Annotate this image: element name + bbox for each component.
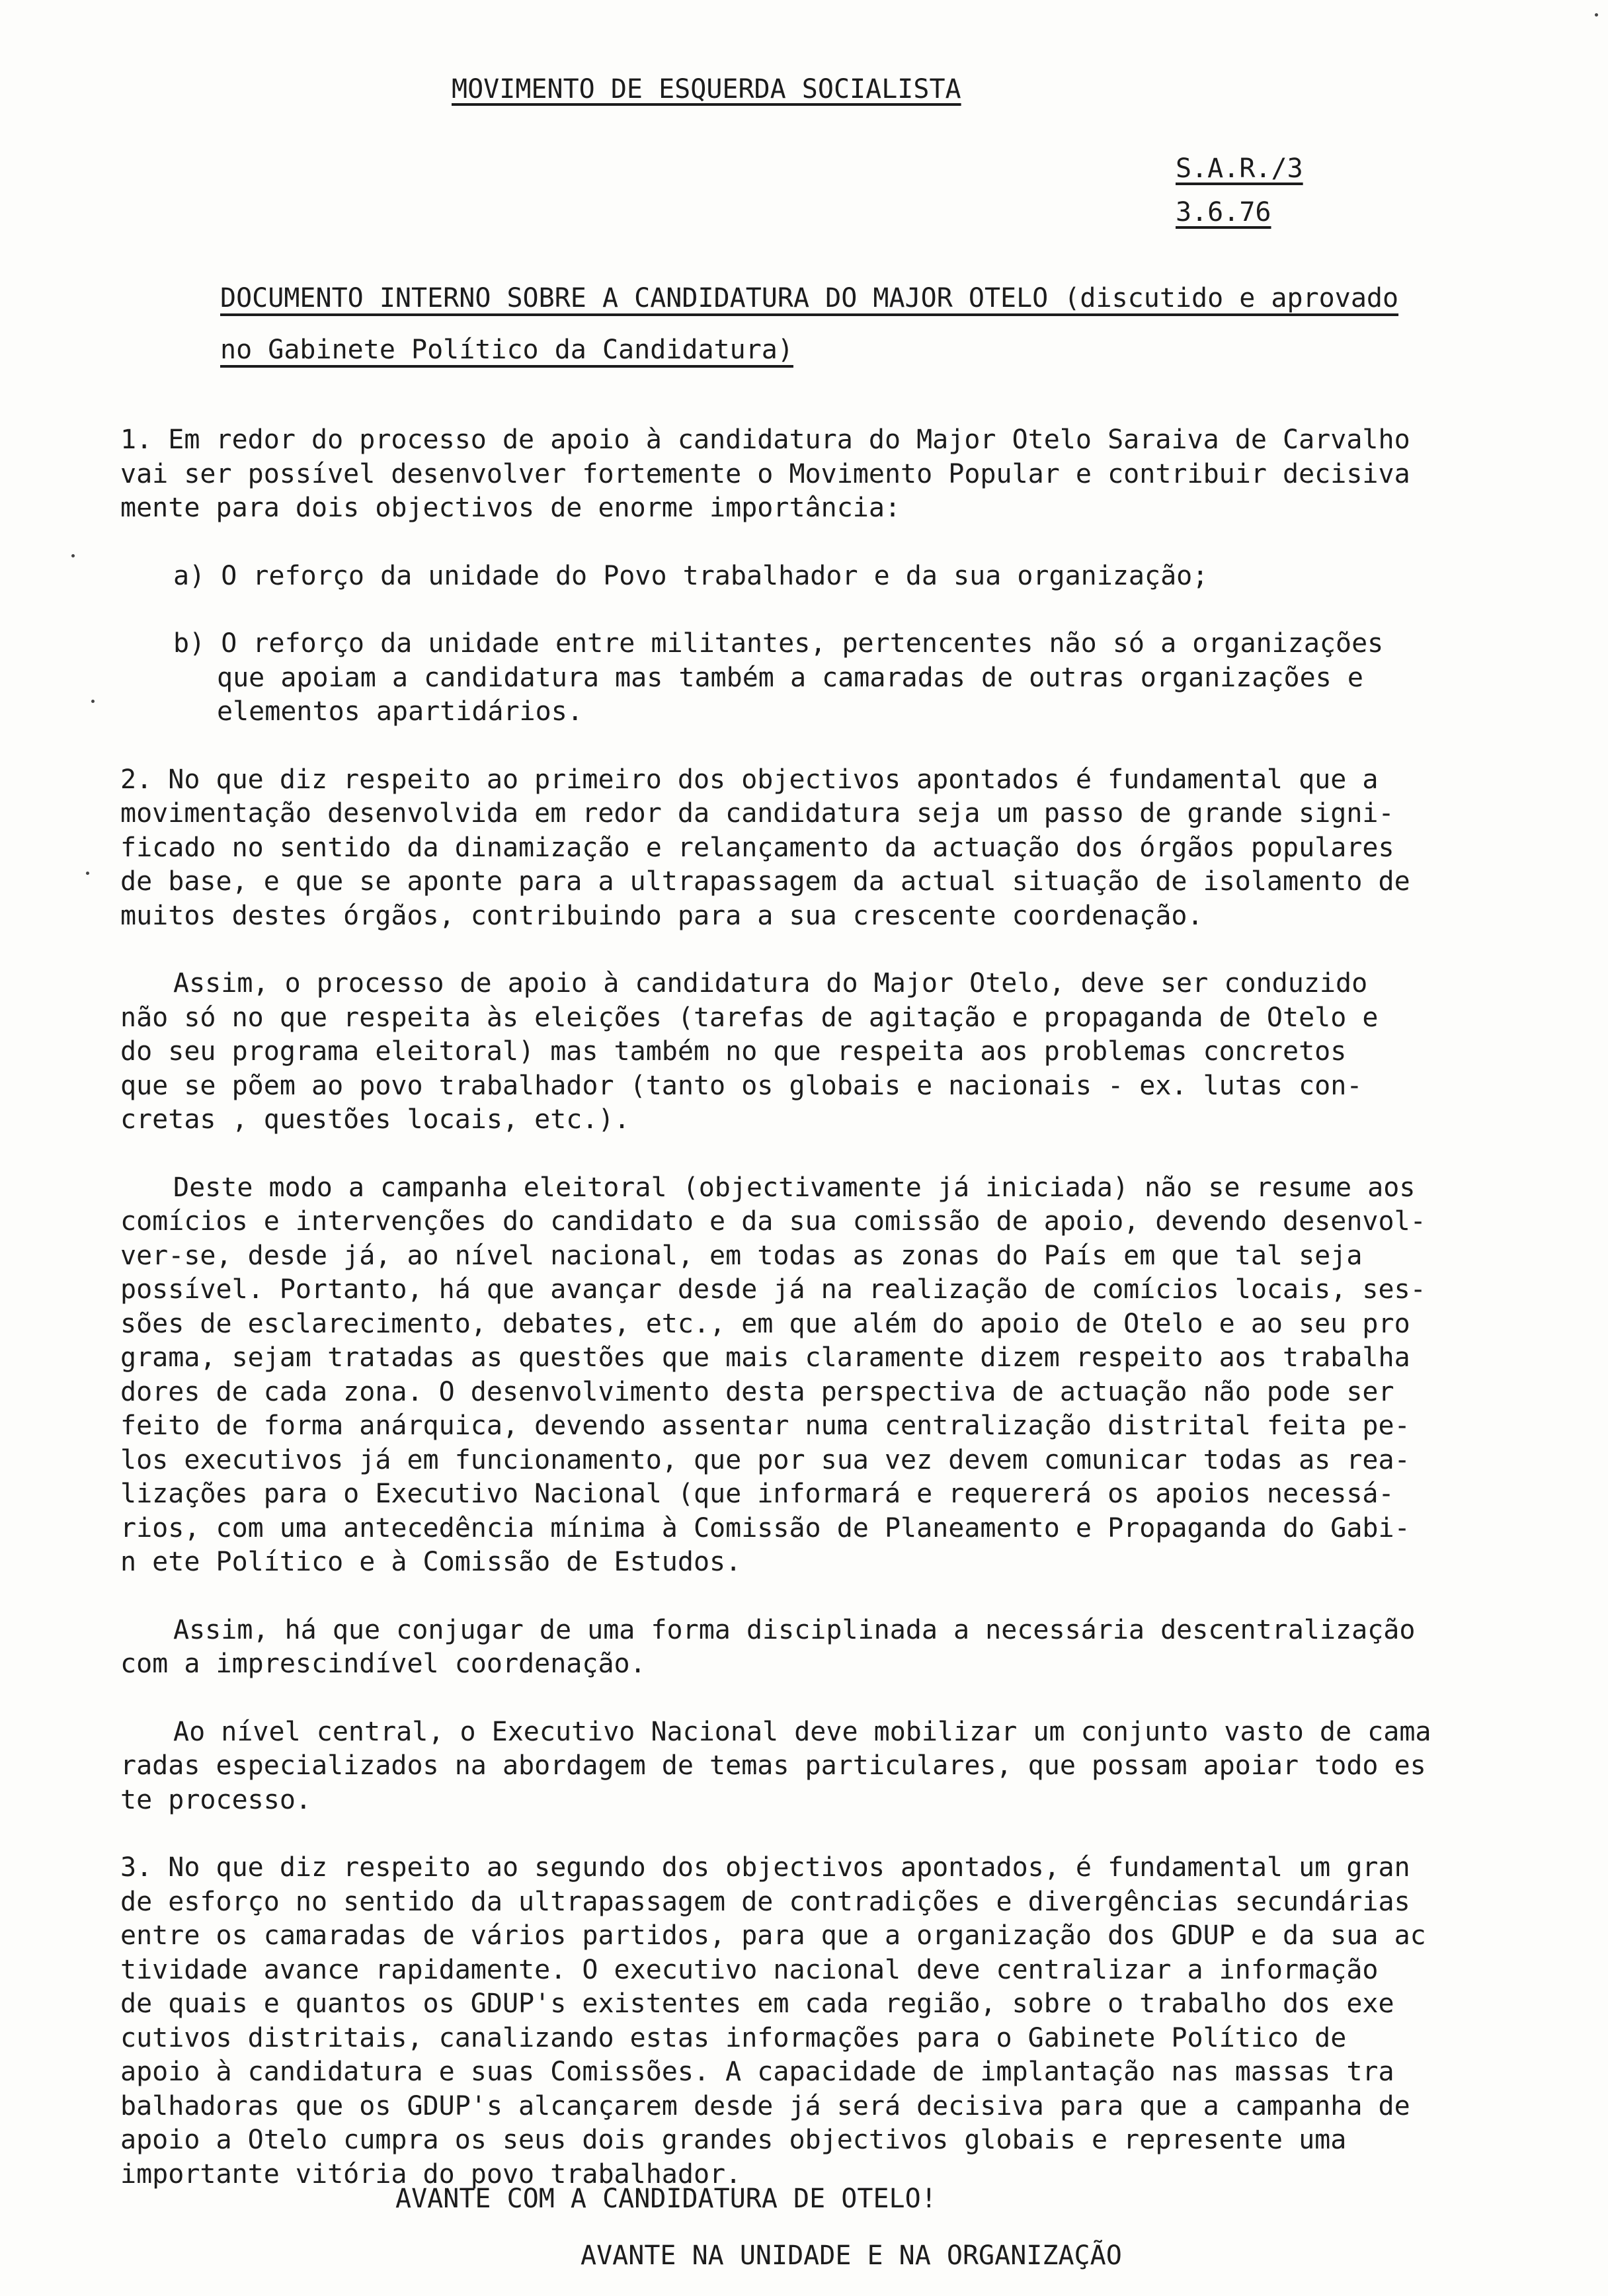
text-line: de esforço no sentido da ultrapassagem de contradições e divergências secundárias — [120, 1886, 1410, 1917]
text-line: lizações para o Executivo Nacional (que informará e requererá os apoios necessá- — [120, 1479, 1394, 1509]
margin-speck — [91, 700, 95, 703]
text-line: los executivos já em funcionamento, que por sua vez devem comunicar todas as rea- — [120, 1444, 1410, 1475]
text-line: vai ser possível desenvolver fortemente o Movimento Popular e contribuir decisiva — [120, 458, 1410, 489]
text-line: comícios e intervenções do candidato e da sua comissão de apoio, devendo desenvol- — [120, 1206, 1426, 1237]
paragraph-2 — [120, 763, 1482, 934]
text-line: mente para dois objectivos de enorme importância: — [120, 493, 901, 523]
paragraph-6 — [120, 1715, 1482, 1818]
closing-slogan-1: AVANTE COM A CANDIDATURA DE OTELO! — [395, 2184, 937, 2214]
text-line: importante vitória do povo trabalhador. — [120, 2158, 742, 2190]
document-title-line-2: no Gabinete Político da Candidatura) — [220, 335, 793, 365]
closing-slogan-2: AVANTE NA UNIDADE E NA ORGANIZAÇÃO — [581, 2240, 1122, 2271]
margin-speck — [86, 872, 89, 875]
text-line: Assim, há que conjugar de uma forma disciplinada a necessária descentralização — [173, 1614, 1416, 1645]
text-line: cretas , questões locais, etc.). — [120, 1104, 630, 1135]
text-line: entre os camaradas de vários partidos, para que a organização dos GDUP e da sua ac — [120, 1920, 1426, 1951]
text-line: apoio a Otelo cumpra os seus dois grandes objectivos globais e represente uma — [120, 2125, 1347, 2155]
text-line: rios, com uma antecedência mínima à Comissão de Planeamento e Propaganda do Gabi- — [120, 1512, 1410, 1543]
text-line: grama, sejam tratadas as questões que mais claramente dizem respeito aos trabalha — [120, 1342, 1410, 1373]
reference-block — [1176, 147, 1303, 234]
text-line: feito de forma anárquica, devendo assentar numa centralização distrital feita pe- — [120, 1411, 1410, 1441]
list-item-a — [120, 559, 1482, 594]
text-line: tividade avance rapidamente. O executivo nacional deve centralizar a informação — [120, 1954, 1379, 1985]
text-line: do seu programa eleitoral) mas também no que respeita aos problemas concretos — [120, 1036, 1347, 1067]
paragraph-7 — [120, 1851, 1482, 2192]
text-line: dores de cada zona. O desenvolvimento desta perspectiva de actuação não pode ser — [120, 1376, 1394, 1407]
list-item-b — [120, 627, 1482, 729]
text-line: sões de esclarecimento, debates, etc., em que além do apoio de Otelo e ao seu pro — [120, 1308, 1410, 1339]
text-line: radas especializados na abordagem de temas particulares, que possam apoiar todo es — [120, 1750, 1426, 1781]
text-line: ver-se, desde já, ao nível nacional, em todas as zonas do País em que tal seja — [120, 1240, 1363, 1271]
text-line: balhadoras que os GDUP's alcançarem desde já será decisiva para que a campanha de — [120, 2090, 1410, 2121]
text-line: apoio à candidatura e suas Comissões. A capacidade de implantação nas massas tra — [120, 2057, 1394, 2087]
paragraph-4 — [120, 1171, 1482, 1580]
text-line: Assim, o processo de apoio à candidatura do Major Otelo, deve ser conduzido — [173, 968, 1368, 999]
text-line: de quais e quantos os GDUP's existentes em cada região, sobre o trabalho dos exe — [120, 1988, 1394, 2019]
text-line: não só no que respeita às eleições (tarefas de agitação e propaganda de Otelo e — [120, 1002, 1379, 1033]
document-title — [220, 272, 1463, 376]
document-body — [120, 423, 1482, 2225]
text-line: b) O reforço da unidade entre militantes, pertencentes não só a organizações — [173, 628, 1384, 659]
text-line: elementos apartidários. — [217, 696, 583, 727]
organization-heading: MOVIMENTO DE ESQUERDA SOCIALISTA — [452, 74, 961, 104]
text-line: a) O reforço da unidade do Povo trabalhador e da sua organização; — [173, 560, 1209, 591]
text-line: 2. No que diz respeito ao primeiro dos objectivos apontados é fundamental que a — [120, 764, 1379, 795]
text-line: Ao nível central, o Executivo Nacional deve mobilizar um conjunto vasto de cama — [173, 1716, 1431, 1747]
paragraph-3 — [120, 967, 1482, 1137]
margin-speck — [1595, 13, 1598, 17]
paragraph-1 — [120, 423, 1482, 526]
text-line: 3. No que diz respeito ao segundo dos objectivos apontados, é fundamental um gran — [120, 1852, 1410, 1883]
text-line: movimentação desenvolvida em redor da candidatura seja um passo de grande signi- — [120, 798, 1394, 829]
document-title-line-1: DOCUMENTO INTERNO SOBRE A CANDIDATURA DO MAJOR OTELO (discutido e aprovado — [220, 283, 1399, 313]
paragraph-5 — [120, 1614, 1482, 1682]
text-line: n ete Político e à Comissão de Estudos. — [120, 1547, 742, 1577]
text-line: possível. Portanto, há que avançar desde já na realização de comícios locais, ses- — [120, 1274, 1426, 1305]
margin-speck — [71, 554, 75, 557]
text-line: Deste modo a campanha eleitoral (objectivamente já iniciada) não se resume aos — [173, 1172, 1416, 1203]
document-date: 3.6.76 — [1176, 197, 1271, 227]
text-line: com a imprescindível coordenação. — [120, 1649, 646, 1679]
text-line: 1. Em redor do processo de apoio à candidatura do Major Otelo Saraiva de Carvalho — [120, 425, 1410, 455]
text-line: que apoiam a candidatura mas também a camaradas de outras organizações e — [217, 662, 1363, 693]
text-line: te processo. — [120, 1784, 311, 1815]
reference-code: S.A.R./3 — [1176, 153, 1303, 184]
text-line: ficado no sentido da dinamização e relançamento da actuação dos órgãos populares — [120, 832, 1394, 863]
text-line: cutivos distritais, canalizando estas informações para o Gabinete Político de — [120, 2022, 1347, 2053]
text-line: de base, e que se aponte para a ultrapassagem da actual situação de isolamento de — [120, 866, 1410, 897]
text-line: que se põem ao povo trabalhador (tanto os globais e nacionais - ex. lutas con- — [120, 1070, 1363, 1101]
text-line: muitos destes órgãos, contribuindo para a sua crescente coordenação. — [120, 900, 1203, 931]
